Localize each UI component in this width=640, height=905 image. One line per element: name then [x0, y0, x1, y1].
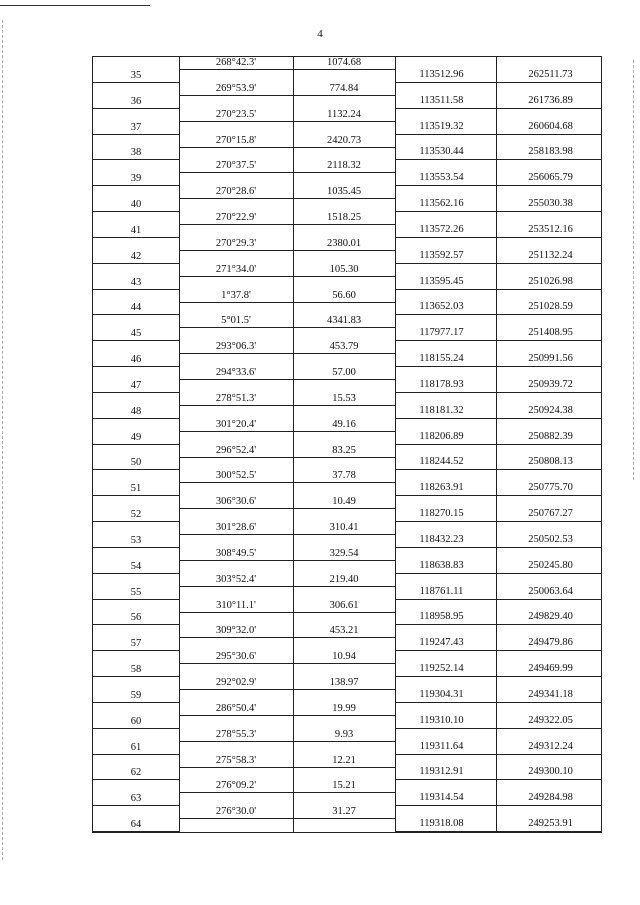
- direction-angle: 270°37.5': [215, 160, 257, 172]
- coord-x: 113652.03: [419, 301, 464, 313]
- coord-x: 117977.17: [419, 327, 464, 339]
- row-rule: [395, 263, 601, 264]
- segment-length: 2380.01: [326, 237, 362, 249]
- row-rule: [395, 211, 601, 212]
- row-rule: [93, 831, 179, 832]
- point-number: 35: [130, 69, 142, 81]
- segment-length: 1132.24: [327, 108, 361, 120]
- direction-angle: 270°23.5': [215, 108, 257, 120]
- row-rule: [179, 792, 395, 793]
- row-rule: [93, 211, 179, 212]
- point-number: 38: [130, 147, 142, 159]
- point-number: 54: [130, 560, 142, 572]
- coord-y: 251028.59: [528, 301, 573, 313]
- row-rule: [179, 379, 395, 380]
- segment-length: 56.60: [332, 289, 356, 301]
- row-rule: [395, 237, 601, 238]
- coord-y: 250775.70: [528, 482, 573, 494]
- segment-length: 219.40: [329, 573, 359, 585]
- row-rule: [93, 444, 179, 445]
- row-rule: [179, 818, 395, 819]
- segment-length: 329.54: [329, 547, 359, 559]
- coord-x: 119310.10: [419, 714, 464, 726]
- row-rule: [179, 121, 395, 122]
- coord-x: 118761.11: [419, 585, 464, 597]
- point-number: 40: [130, 199, 142, 211]
- row-rule: [93, 469, 179, 470]
- point-number: 42: [130, 250, 142, 262]
- row-rule: [395, 547, 601, 548]
- row-rule: [93, 392, 179, 393]
- row-rule: [179, 95, 395, 96]
- direction-angle: 275°58.3': [215, 754, 257, 766]
- direction-angle: 310°11.1': [216, 599, 256, 611]
- row-rule: [179, 405, 395, 406]
- row-rule: [179, 663, 395, 664]
- coord-y: 250502.53: [528, 533, 573, 545]
- row-rule: [93, 650, 179, 651]
- direction-angle: 278°51.3': [215, 392, 257, 404]
- row-rule: [93, 134, 179, 135]
- coord-x: 119247.43: [419, 637, 464, 649]
- row-rule: [395, 702, 601, 703]
- segment-length: 1074.68: [326, 57, 362, 68]
- coord-x: 113553.54: [419, 172, 464, 184]
- coord-x: 113592.57: [419, 249, 464, 261]
- row-rule: [179, 560, 395, 561]
- coord-y: 249312.24: [528, 740, 573, 752]
- row-rule: [93, 728, 179, 729]
- row-rule: [179, 250, 395, 251]
- point-number: 57: [130, 638, 142, 650]
- direction-angle: 293°06.3': [215, 341, 257, 353]
- coord-x: 118155.24: [419, 353, 464, 365]
- direction-angle: 268°42.3': [215, 57, 257, 68]
- row-rule: [395, 314, 601, 315]
- coord-x: 113562.16: [419, 198, 464, 210]
- coord-x: 118178.93: [419, 378, 464, 390]
- point-number: 51: [130, 483, 142, 495]
- coord-y: 250767.27: [528, 508, 573, 520]
- row-rule: [179, 741, 395, 742]
- coord-x: 118270.15: [419, 508, 464, 520]
- segment-length: 19.99: [332, 702, 356, 714]
- segment-length: 57.00: [332, 367, 356, 378]
- row-rule: [179, 198, 395, 199]
- row-rule: [93, 495, 179, 496]
- row-rule: [179, 586, 395, 587]
- segment-length: 453.79: [329, 341, 359, 353]
- row-rule: [93, 263, 179, 264]
- segment-length: 310.41: [329, 522, 359, 533]
- point-number: 41: [130, 224, 142, 236]
- segment-length: 306.61: [329, 599, 359, 611]
- point-number: 64: [130, 819, 142, 831]
- row-rule: [395, 624, 601, 625]
- row-rule: [179, 69, 395, 70]
- coord-y: 250991.56: [528, 353, 573, 365]
- direction-angle: 301°20.4': [215, 418, 257, 430]
- row-rule: [179, 637, 395, 638]
- scan-edge-left: [2, 20, 3, 860]
- coord-x: 113511.58: [419, 94, 464, 106]
- direction-angle: 294°33.6': [215, 367, 257, 378]
- segment-length: 9.93: [334, 728, 354, 740]
- direction-angle: 276°30.0': [215, 806, 257, 818]
- direction-angle: 5°01.5': [221, 315, 251, 327]
- row-rule: [395, 469, 601, 470]
- row-rule: [395, 754, 601, 755]
- point-number: 62: [130, 767, 142, 779]
- segment-length: 1035.45: [326, 186, 362, 198]
- row-rule: [93, 702, 179, 703]
- segment-length: 37.78: [332, 470, 356, 482]
- row-rule: [179, 508, 395, 509]
- coord-y: 250924.38: [528, 404, 573, 416]
- row-rule: [179, 482, 395, 483]
- segment-length: 4341.83: [326, 315, 362, 327]
- point-number: 37: [130, 121, 142, 133]
- row-rule: [93, 805, 179, 806]
- row-rule: [179, 327, 395, 328]
- direction-angle: 308°49.5': [215, 547, 257, 559]
- row-rule: [395, 831, 601, 832]
- page-number: 4: [317, 28, 323, 40]
- point-number: 59: [130, 689, 142, 701]
- coord-x: 118432.23: [419, 533, 464, 545]
- segment-length: 138.97: [329, 677, 359, 689]
- segment-length: 2118.32: [327, 160, 361, 172]
- row-rule: [93, 754, 179, 755]
- segment-length: 15.21: [332, 780, 356, 792]
- direction-angle: 278°55.3': [215, 728, 257, 740]
- coord-y: 251026.98: [528, 275, 573, 287]
- coord-x: 118263.91: [419, 482, 464, 494]
- segment-length: 31.27: [332, 806, 356, 818]
- row-rule: [93, 108, 179, 109]
- row-rule: [179, 353, 395, 354]
- row-rule: [395, 185, 601, 186]
- row-rule: [395, 805, 601, 806]
- row-rule: [395, 289, 601, 290]
- row-rule: [395, 392, 601, 393]
- direction-angle: 276°09.2': [215, 780, 257, 792]
- row-rule: [179, 715, 395, 716]
- coord-y: 262511.73: [528, 68, 573, 80]
- row-rule: [179, 612, 395, 613]
- row-rule: [93, 237, 179, 238]
- point-number: 55: [130, 586, 142, 598]
- row-rule: [179, 224, 395, 225]
- row-rule: [93, 573, 179, 574]
- coord-y: 249253.91: [528, 818, 573, 830]
- row-rule: [93, 676, 179, 677]
- row-rule: [179, 172, 395, 173]
- direction-angle: 270°22.9': [215, 212, 257, 223]
- coord-y: 250063.64: [528, 585, 573, 597]
- coord-y: 250882.39: [528, 430, 573, 442]
- row-rule: [93, 340, 179, 341]
- row-rule: [93, 418, 179, 419]
- coord-y: 249284.98: [528, 792, 573, 804]
- direction-angle: 292°02.9': [215, 677, 257, 689]
- row-rule: [395, 676, 601, 677]
- row-rule: [395, 573, 601, 574]
- direction-angle: 270°28.6': [215, 186, 257, 198]
- row-rule: [395, 418, 601, 419]
- row-rule: [395, 108, 601, 109]
- coord-y: 250808.13: [528, 456, 573, 468]
- row-rule: [93, 366, 179, 367]
- point-number: 53: [130, 534, 142, 546]
- row-rule: [93, 624, 179, 625]
- point-number: 45: [130, 328, 142, 340]
- direction-angle: 300°52.5': [215, 470, 257, 482]
- row-rule: [395, 779, 601, 780]
- point-number: 48: [130, 405, 142, 417]
- row-rule: [93, 289, 179, 290]
- point-number: 50: [130, 457, 142, 469]
- coord-x: 118206.89: [419, 430, 464, 442]
- coord-x: 118244.52: [419, 456, 464, 468]
- row-rule: [395, 599, 601, 600]
- point-number: 60: [130, 715, 142, 727]
- row-rule: [93, 521, 179, 522]
- coord-x: 118181.32: [419, 404, 464, 416]
- row-rule: [93, 185, 179, 186]
- row-rule: [179, 689, 395, 690]
- segment-length: 774.84: [329, 82, 359, 94]
- coord-x: 119314.54: [419, 792, 464, 804]
- coord-x: 113572.26: [419, 223, 464, 235]
- coord-y: 251408.95: [528, 327, 573, 339]
- top-rule: [0, 5, 150, 6]
- row-rule: [179, 457, 395, 458]
- coord-x: 113530.44: [419, 146, 464, 158]
- direction-angle: 303°52.4': [215, 573, 257, 585]
- point-number: 39: [130, 173, 142, 185]
- row-rule: [395, 444, 601, 445]
- row-rule: [179, 147, 395, 148]
- coord-y: 249469.99: [528, 663, 573, 675]
- segment-length: 1518.25: [326, 212, 362, 223]
- coord-y: 255030.38: [528, 198, 573, 210]
- coord-y: 249829.40: [528, 611, 573, 623]
- row-rule: [93, 82, 179, 83]
- row-rule: [93, 779, 179, 780]
- row-rule: [93, 599, 179, 600]
- row-rule: [179, 302, 395, 303]
- segment-length: 15.53: [332, 392, 356, 404]
- direction-angle: 306°30.6': [215, 496, 257, 508]
- point-number: 43: [130, 276, 142, 288]
- point-number: 36: [130, 95, 142, 107]
- row-rule: [395, 159, 601, 160]
- coordinates-table: [92, 56, 602, 833]
- segment-length: 10.94: [332, 651, 356, 663]
- direction-angle: 295°30.6': [215, 651, 257, 663]
- point-number: 63: [130, 793, 142, 805]
- direction-angle: 270°29.3': [215, 237, 257, 249]
- direction-angle: 269°53.9': [215, 82, 257, 94]
- row-rule: [395, 728, 601, 729]
- row-rule: [395, 521, 601, 522]
- row-rule: [179, 534, 395, 535]
- coord-y: 249300.10: [528, 766, 573, 778]
- point-number: 58: [130, 664, 142, 676]
- coord-x: 119311.64: [419, 740, 464, 752]
- coord-y: 249341.18: [528, 688, 573, 700]
- coord-y: 258183.98: [528, 146, 573, 158]
- coord-x: 118638.83: [419, 559, 464, 571]
- coord-x: 113519.32: [419, 120, 464, 132]
- segment-length: 105.30: [329, 263, 359, 275]
- direction-angle: 270°15.8': [215, 134, 257, 146]
- coord-x: 113595.45: [419, 275, 464, 287]
- row-rule: [179, 431, 395, 432]
- coord-y: 256065.79: [528, 172, 573, 184]
- direction-angle: 301°28.6': [215, 522, 257, 533]
- direction-angle: 296°52.4': [215, 444, 257, 456]
- coord-y: 261736.89: [528, 94, 573, 106]
- coord-y: 250245.80: [528, 559, 573, 571]
- row-rule: [395, 495, 601, 496]
- segment-length: 10.49: [332, 496, 356, 508]
- coord-y: 249479.86: [528, 637, 573, 649]
- row-rule: [395, 340, 601, 341]
- segment-length: 83.25: [332, 444, 356, 456]
- segment-length: 453.21: [329, 625, 359, 637]
- point-number: 44: [130, 302, 142, 314]
- coord-y: 249322.05: [528, 714, 573, 726]
- segment-length: 2420.73: [326, 134, 362, 146]
- direction-angle: 271°34.0': [215, 263, 257, 275]
- coord-y: 260604.68: [528, 120, 573, 132]
- point-number: 56: [130, 612, 142, 624]
- row-rule: [395, 366, 601, 367]
- coord-x: 118958.95: [419, 611, 464, 623]
- point-number: 49: [130, 431, 142, 443]
- point-number: 52: [130, 509, 142, 521]
- coord-y: 250939.72: [528, 378, 573, 390]
- coord-x: 119318.08: [419, 818, 464, 830]
- coord-x: 119252.14: [419, 663, 464, 675]
- coord-x: 119312.91: [419, 766, 464, 778]
- row-rule: [93, 547, 179, 548]
- row-rule: [395, 650, 601, 651]
- segment-length: 49.16: [332, 418, 356, 430]
- scan-edge-right: [633, 60, 634, 480]
- coord-y: 253512.16: [528, 223, 573, 235]
- coord-x: 119304.31: [419, 688, 464, 700]
- row-rule: [395, 82, 601, 83]
- point-number: 61: [130, 741, 142, 753]
- direction-angle: 286°50.4': [215, 702, 257, 714]
- row-rule: [93, 159, 179, 160]
- point-number: 46: [130, 354, 142, 366]
- row-rule: [395, 134, 601, 135]
- row-rule: [93, 314, 179, 315]
- direction-angle: 1°37.8': [221, 289, 251, 301]
- row-rule: [179, 276, 395, 277]
- point-number: 47: [130, 379, 142, 391]
- coord-x: 113512.96: [419, 68, 464, 80]
- row-rule: [179, 767, 395, 768]
- direction-angle: 309°32.0': [215, 625, 257, 637]
- segment-length: 12.21: [332, 754, 356, 766]
- coord-y: 251132.24: [528, 249, 573, 261]
